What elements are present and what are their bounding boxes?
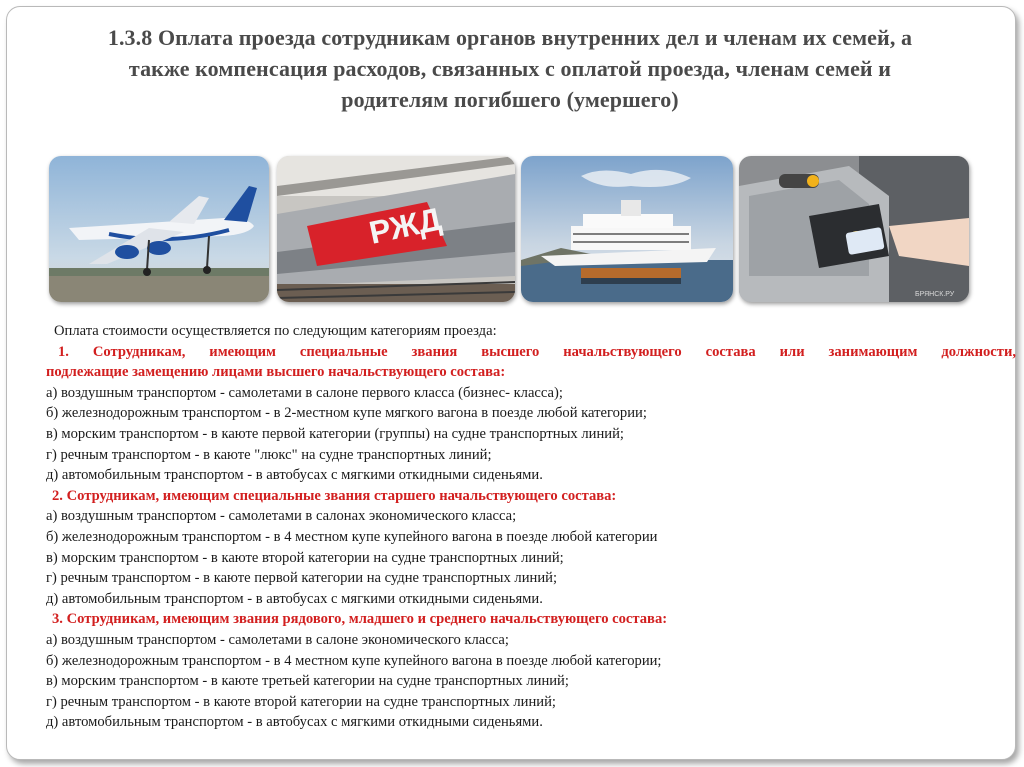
category-1-item: д) автомобильным транспортом - в автобусах с мягкими откидными сиденьями. — [46, 467, 543, 484]
category-1-item: а) воздушным транспортом - самолетами в салоне первого класса (бизнес- класса); — [46, 384, 563, 401]
body-text — [46, 321, 1016, 733]
slide-title — [30, 22, 990, 115]
watermark-text: БРЯНСК.РУ — [915, 291, 955, 298]
category-3-heading: 3. Сотрудникам, имеющим звания рядового, младшего и среднего начальствующего состава: — [52, 611, 668, 628]
category-1-item: б) железнодорожным транспортом - в 2-местном купе мягкого вагона в поезде любой категории; — [46, 405, 647, 422]
category-1-heading-line-1: 1. Сотрудникам, имеющим специальные звания высшего начальствующего состава или занимающим должности, — [58, 343, 1016, 360]
title-line-2: также компенсация расходов, связанных с оплатой проезда, членам семей и — [128, 56, 892, 81]
category-1-item: г) речным транспортом - в каюте "люкс" на судне транспортных линий; — [46, 446, 492, 463]
photo-strip — [49, 156, 969, 302]
category-1-item: в) морским транспортом - в каюте первой категории (группы) на судне транспортных линий; — [46, 425, 624, 442]
category-1-heading-line-2: подлежащие замещению лицами высшего начальствующего состава: — [46, 364, 506, 381]
category-2-heading: 2. Сотрудникам, имеющим специальные звания старшего начальствующего состава: — [52, 487, 617, 504]
title-line-1: 1.3.8 Оплата проезда сотрудникам органов внутренних дел и членам их семей, а — [107, 25, 913, 50]
category-2-item: в) морским транспортом - в каюте второй категории на судне транспортных линий; — [46, 549, 564, 566]
cruise-ship-photo — [521, 156, 733, 302]
train-logo-text: РЖД — [365, 200, 445, 251]
category-3-item: в) морским транспортом - в каюте третьей категории на судне транспортных линий; — [46, 673, 569, 690]
category-3-item: г) речным транспортом - в каюте второй категории на судне транспортных линий; — [46, 693, 556, 710]
category-2-item: а) воздушным транспортом - самолетами в салонах экономического класса; — [46, 508, 517, 525]
category-3-item: б) железнодорожным транспортом - в 4 местном купе купейного вагона в поезде любой категории; — [46, 652, 662, 669]
category-2-item: д) автомобильным транспортом - в автобусах с мягкими откидными сиденьями. — [46, 590, 543, 607]
title-line-3: родителям погибшего (умершего) — [341, 87, 679, 112]
airplane-photo — [49, 156, 269, 302]
category-2-item: б) железнодорожным транспортом - в 4 местном купе купейного вагона в поезде любой категории — [46, 528, 658, 545]
train-photo — [277, 156, 515, 302]
category-3-item: д) автомобильным транспортом - в автобусах с мягкими откидными сиденьями. — [46, 714, 543, 731]
category-3-item: а) воздушным транспортом - самолетами в салоне экономического класса; — [46, 631, 509, 648]
category-2-item: г) речным транспортом - в каюте первой категории на судне транспортных линий; — [46, 570, 558, 587]
intro-text: Оплата стоимости осуществляется по следующим категориям проезда: — [54, 323, 497, 339]
turnstile-photo — [739, 156, 969, 302]
